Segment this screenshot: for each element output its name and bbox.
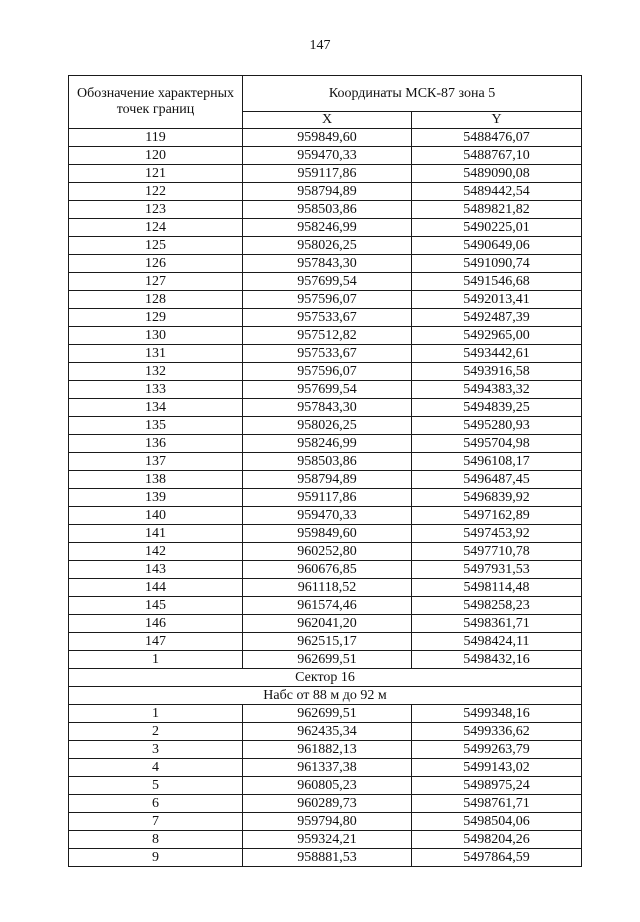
point-number-cell: 139 — [69, 489, 243, 507]
y-value-cell: 5489821,82 — [412, 201, 582, 219]
x-value-cell: 959849,60 — [243, 129, 412, 147]
y-value-cell: 5497931,53 — [412, 561, 582, 579]
y-value-cell: 5490225,01 — [412, 219, 582, 237]
table-row — [69, 183, 582, 201]
point-number-cell: 146 — [69, 615, 243, 633]
point-number-cell: 121 — [69, 165, 243, 183]
y-value-cell: 5492487,39 — [412, 309, 582, 327]
table-row — [69, 435, 582, 453]
y-value-cell: 5494383,32 — [412, 381, 582, 399]
point-number-cell: 140 — [69, 507, 243, 525]
y-value-cell: 5499143,02 — [412, 759, 582, 777]
x-value-cell: 957596,07 — [243, 363, 412, 381]
x-value-cell: 961574,46 — [243, 597, 412, 615]
x-value-cell: 957843,30 — [243, 255, 412, 273]
point-number-cell: 137 — [69, 453, 243, 471]
point-number-cell: 144 — [69, 579, 243, 597]
x-value-cell: 958794,89 — [243, 471, 412, 489]
point-number-cell: 119 — [69, 129, 243, 147]
y-value-cell: 5499263,79 — [412, 741, 582, 759]
x-value-cell: 959849,60 — [243, 525, 412, 543]
y-value-cell: 5498432,16 — [412, 651, 582, 669]
x-value-cell: 961118,52 — [243, 579, 412, 597]
table-row — [69, 759, 582, 777]
table-row — [69, 777, 582, 795]
x-value-cell: 957699,54 — [243, 273, 412, 291]
y-value-cell: 5488767,10 — [412, 147, 582, 165]
y-value-cell: 5494839,25 — [412, 399, 582, 417]
y-value-cell: 5498975,24 — [412, 777, 582, 795]
y-value-cell: 5498424,11 — [412, 633, 582, 651]
point-number-cell: 1 — [69, 705, 243, 723]
x-value-cell: 962041,20 — [243, 615, 412, 633]
x-value-cell: 959117,86 — [243, 489, 412, 507]
table-row — [69, 219, 582, 237]
table-row — [69, 597, 582, 615]
point-number-cell: 122 — [69, 183, 243, 201]
y-value-cell: 5497864,59 — [412, 849, 582, 867]
point-number-cell: 131 — [69, 345, 243, 363]
table-row — [69, 453, 582, 471]
point-number-cell: 132 — [69, 363, 243, 381]
table-row — [69, 417, 582, 435]
y-value-cell: 5499348,16 — [412, 705, 582, 723]
x-value-cell: 958503,86 — [243, 201, 412, 219]
table-row — [69, 507, 582, 525]
table-row — [69, 813, 582, 831]
y-value-cell: 5498504,06 — [412, 813, 582, 831]
x-column-header: X — [243, 112, 412, 129]
sector-title-row — [69, 669, 582, 687]
x-value-cell: 957843,30 — [243, 399, 412, 417]
point-number-cell: 126 — [69, 255, 243, 273]
y-value-cell: 5498361,71 — [412, 615, 582, 633]
table-row — [69, 561, 582, 579]
table-row — [69, 165, 582, 183]
point-number-cell: 134 — [69, 399, 243, 417]
point-number-cell: 129 — [69, 309, 243, 327]
y-value-cell: 5493442,61 — [412, 345, 582, 363]
table-row — [69, 237, 582, 255]
table-row — [69, 201, 582, 219]
table-row — [69, 327, 582, 345]
table-row — [69, 291, 582, 309]
x-value-cell: 958246,99 — [243, 219, 412, 237]
table-row — [69, 849, 582, 867]
point-number-cell: 5 — [69, 777, 243, 795]
y-value-cell: 5489442,54 — [412, 183, 582, 201]
table-row — [69, 741, 582, 759]
point-number-cell: 127 — [69, 273, 243, 291]
y-value-cell: 5490649,06 — [412, 237, 582, 255]
sector-section — [69, 669, 582, 705]
table-row — [69, 255, 582, 273]
x-value-cell: 957512,82 — [243, 327, 412, 345]
point-number-cell: 8 — [69, 831, 243, 849]
x-value-cell: 958881,53 — [243, 849, 412, 867]
table-body-main — [69, 129, 582, 669]
y-value-cell: 5492013,41 — [412, 291, 582, 309]
y-value-cell: 5496839,92 — [412, 489, 582, 507]
point-number-cell: 4 — [69, 759, 243, 777]
point-number-cell: 1 — [69, 651, 243, 669]
table-row — [69, 831, 582, 849]
sector-subtitle-row — [69, 687, 582, 705]
y-value-cell: 5492965,00 — [412, 327, 582, 345]
point-number-cell: 7 — [69, 813, 243, 831]
table-row — [69, 471, 582, 489]
x-value-cell: 958246,99 — [243, 435, 412, 453]
x-value-cell: 960676,85 — [243, 561, 412, 579]
x-value-cell: 960805,23 — [243, 777, 412, 795]
sector-subtitle: Набс от 88 м до 92 м — [69, 687, 582, 705]
x-value-cell: 962699,51 — [243, 705, 412, 723]
x-value-cell: 962515,17 — [243, 633, 412, 651]
y-value-cell: 5499336,62 — [412, 723, 582, 741]
y-value-cell: 5497710,78 — [412, 543, 582, 561]
point-number-cell: 133 — [69, 381, 243, 399]
y-value-cell: 5498761,71 — [412, 795, 582, 813]
point-number-cell: 143 — [69, 561, 243, 579]
table-row — [69, 489, 582, 507]
table-row — [69, 525, 582, 543]
x-value-cell: 958794,89 — [243, 183, 412, 201]
x-value-cell: 957699,54 — [243, 381, 412, 399]
table-row — [69, 795, 582, 813]
table-body-sector — [69, 705, 582, 867]
y-value-cell: 5498258,23 — [412, 597, 582, 615]
point-number-cell: 145 — [69, 597, 243, 615]
y-value-cell: 5488476,07 — [412, 129, 582, 147]
x-value-cell: 957596,07 — [243, 291, 412, 309]
coord-system-header: Координаты МСК-87 зона 5 — [243, 76, 582, 112]
point-number-cell: 9 — [69, 849, 243, 867]
coordinates-table — [68, 75, 582, 867]
x-value-cell: 958503,86 — [243, 453, 412, 471]
point-number-cell: 120 — [69, 147, 243, 165]
point-number-cell: 130 — [69, 327, 243, 345]
point-number-cell: 6 — [69, 795, 243, 813]
x-value-cell: 958026,25 — [243, 237, 412, 255]
y-value-cell: 5495280,93 — [412, 417, 582, 435]
table-row — [69, 363, 582, 381]
x-value-cell: 962699,51 — [243, 651, 412, 669]
y-value-cell: 5496108,17 — [412, 453, 582, 471]
x-value-cell: 958026,25 — [243, 417, 412, 435]
table-row — [69, 615, 582, 633]
x-value-cell: 962435,34 — [243, 723, 412, 741]
x-value-cell: 961337,38 — [243, 759, 412, 777]
x-value-cell: 961882,13 — [243, 741, 412, 759]
point-number-cell: 141 — [69, 525, 243, 543]
x-value-cell: 959470,33 — [243, 147, 412, 165]
page-number: 147 — [309, 38, 331, 53]
x-value-cell: 959324,21 — [243, 831, 412, 849]
table-row — [69, 309, 582, 327]
table-row — [69, 633, 582, 651]
point-number-cell: 142 — [69, 543, 243, 561]
y-value-cell: 5495704,98 — [412, 435, 582, 453]
y-value-cell: 5498204,26 — [412, 831, 582, 849]
point-number-cell: 138 — [69, 471, 243, 489]
x-value-cell: 960289,73 — [243, 795, 412, 813]
table-row — [69, 579, 582, 597]
table-row — [69, 345, 582, 363]
x-value-cell: 960252,80 — [243, 543, 412, 561]
point-number-cell: 125 — [69, 237, 243, 255]
y-value-cell: 5496487,45 — [412, 471, 582, 489]
table-row — [69, 399, 582, 417]
y-value-cell: 5493916,58 — [412, 363, 582, 381]
x-value-cell: 957533,67 — [243, 345, 412, 363]
point-number-cell: 147 — [69, 633, 243, 651]
table-row — [69, 651, 582, 669]
table-row — [69, 705, 582, 723]
y-value-cell: 5497162,89 — [412, 507, 582, 525]
table-row — [69, 273, 582, 291]
point-number-cell: 128 — [69, 291, 243, 309]
table-row — [69, 543, 582, 561]
x-value-cell: 959117,86 — [243, 165, 412, 183]
x-value-cell: 957533,67 — [243, 309, 412, 327]
point-number-cell: 136 — [69, 435, 243, 453]
point-number-cell: 123 — [69, 201, 243, 219]
y-column-header: Y — [412, 112, 582, 129]
point-number-cell: 124 — [69, 219, 243, 237]
table-header — [69, 76, 582, 129]
x-value-cell: 959794,80 — [243, 813, 412, 831]
x-value-cell: 959470,33 — [243, 507, 412, 525]
y-value-cell: 5497453,92 — [412, 525, 582, 543]
table-row — [69, 129, 582, 147]
point-number-cell: 2 — [69, 723, 243, 741]
table-row — [69, 147, 582, 165]
sector-title: Сектор 16 — [69, 669, 582, 687]
y-value-cell: 5489090,08 — [412, 165, 582, 183]
point-label-header: Обозначение характерных точек границ — [69, 76, 243, 129]
table-row — [69, 723, 582, 741]
table-row — [69, 381, 582, 399]
y-value-cell: 5491546,68 — [412, 273, 582, 291]
y-value-cell: 5491090,74 — [412, 255, 582, 273]
y-value-cell: 5498114,48 — [412, 579, 582, 597]
point-number-cell: 3 — [69, 741, 243, 759]
point-number-cell: 135 — [69, 417, 243, 435]
